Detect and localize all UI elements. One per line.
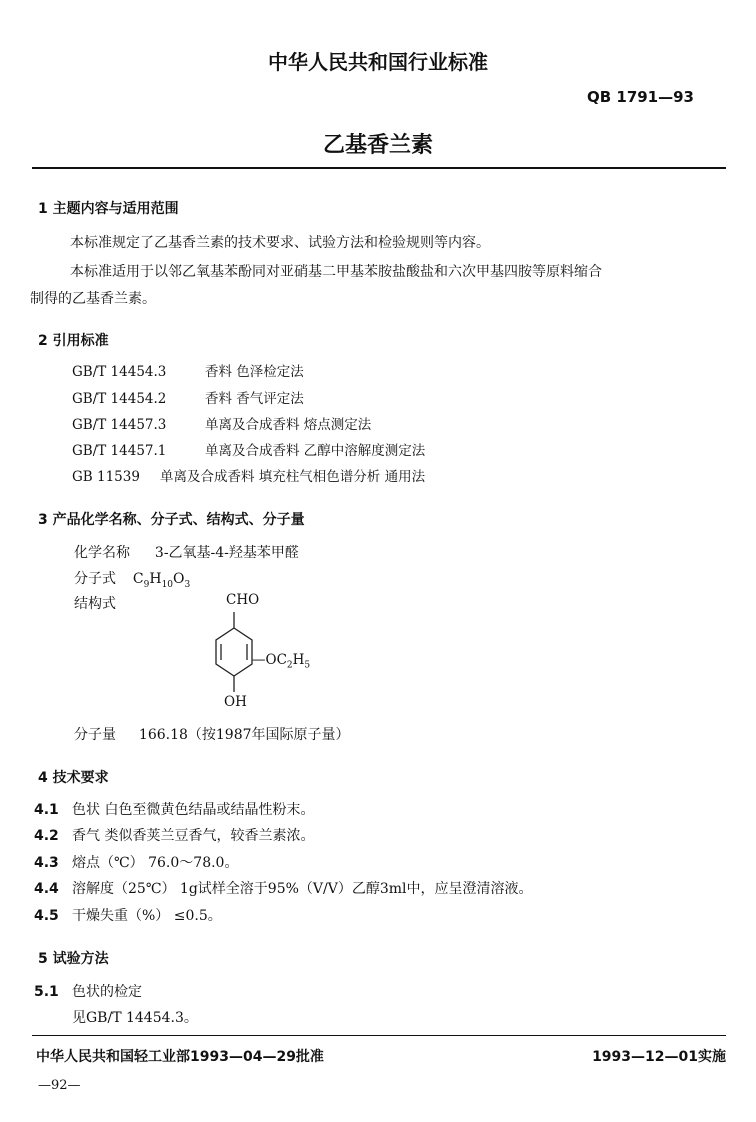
structure-oh: OH [224,694,247,710]
reference-row [72,465,425,485]
structural-formula [190,592,360,714]
section-1-para-2-line-1: 本标准适用于以邻乙氧基苯酚同对亚硝基二甲基苯胺盐酸盐和六次甲基四胺等原料缩合 [70,264,602,280]
section-4-heading: 4 技术要求 [38,770,109,786]
implementation-date: 1993—12—01实施 [592,1049,726,1065]
document-title: 乙基香兰素 [322,133,433,158]
footer-rule [32,1035,726,1036]
structure-cho: CHO [226,592,260,608]
subsection-5-1: 5.1 色状的检定 [34,984,142,1000]
section-2-heading: 2 引用标准 [38,333,109,349]
requirement-item: 4.1 色状 白色至微黄色结晶或结晶性粉末。 [34,802,315,818]
formula-label: 分子式 [74,571,116,587]
section-1-para-1: 本标准规定了乙基香兰素的技术要求、试验方法和检验规则等内容。 [70,235,490,251]
section-1-heading: 1 主题内容与适用范围 [38,201,179,217]
reference-name: 香料 香气评定法 [205,391,304,407]
subsection-5-1-text: 见GB/T 14454.3。 [72,1010,198,1026]
molecular-weight-label: 分子量 [74,727,116,743]
reference-code: GB/T 14454.3 [72,364,167,380]
reference-row [72,360,304,380]
requirement-item: 4.5 干燥失重（%） ≤0.5。 [34,908,222,924]
reference-code: GB 11539 [72,469,140,485]
approval-line: 中华人民共和国轻工业部1993—04—29批准 [36,1049,324,1065]
section-1-para-2-line-2: 制得的乙基香兰素。 [30,291,156,307]
reference-code: GB/T 14457.3 [72,417,167,433]
formula-row [74,568,190,590]
section-5-heading: 5 试验方法 [38,951,109,967]
reference-row [72,439,425,459]
structure-ethoxy: $—OC_2H_5$ [252,652,311,671]
requirement-item: 4.3 熔点（℃） 76.0～78.0。 [34,855,239,871]
reference-name: 单离及合成香料 填充柱气相色谱分析 通用法 [160,469,426,485]
molecular-weight-value: 166.18（按1987年国际原子量） [138,727,350,743]
standard-code: QB 1791—93 [586,88,694,106]
section-3-heading: 3 产品化学名称、分子式、结构式、分子量 [38,512,305,528]
requirement-item: 4.2 香气 类似香荚兰豆香气，较香兰素浓。 [34,828,315,844]
chemical-name-row [74,542,299,562]
reference-name: 单离及合成香料 乙醇中溶解度测定法 [205,443,426,459]
page-number: —92— [38,1078,81,1093]
reference-name: 单离及合成香料 熔点测定法 [205,417,372,433]
reference-row [72,387,304,407]
chemical-name-value: 3-乙氧基-4-羟基苯甲醛 [154,545,299,561]
structure-label: 结构式 [74,596,116,612]
chemical-name-label: 化学名称 [74,545,130,561]
header-rule [32,167,726,169]
requirement-item: 4.4 溶解度（25℃） 1g试样全溶于95%（V/V）乙醇3ml中，应呈澄清溶液。 [34,881,533,897]
molecular-weight-row [74,724,350,744]
reference-code: GB/T 14454.2 [72,391,167,407]
reference-code: GB/T 14457.1 [72,443,167,459]
reference-name: 香料 色泽检定法 [205,364,304,380]
page-header: 中华人民共和国行业标准 [268,50,488,74]
reference-row [72,413,371,433]
formula-value: $C_9H_{10}O_3$ [132,571,191,590]
